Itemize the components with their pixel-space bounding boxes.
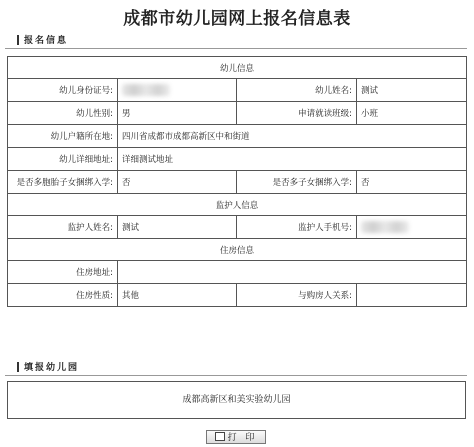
child-class-label: 申请就读班级:: [237, 102, 357, 125]
child-id-value: [118, 79, 237, 102]
housing-nature-value: 其他: [118, 284, 237, 307]
guardian-phone-value: [357, 216, 467, 239]
group-child-info: 幼儿信息: [8, 57, 467, 79]
housing-nature-label: 住房性质:: [8, 284, 118, 307]
group-guardian-info: 监护人信息: [8, 194, 467, 216]
registration-table: [7, 56, 467, 307]
child-gender-label: 幼儿性别:: [8, 102, 118, 125]
child-hukou-label: 幼儿户籍所在地:: [8, 125, 118, 148]
buyer-relation-label: 与购房人关系:: [237, 284, 357, 307]
guardian-phone-label: 监护人手机号:: [237, 216, 357, 239]
printer-icon: [215, 432, 225, 441]
section-header-kindergarten: [5, 361, 467, 376]
multi-birth-value: 否: [118, 171, 237, 194]
multi-birth-label: 是否多胞胎子女捆绑入学:: [8, 171, 118, 194]
guardian-name-label: 监护人姓名:: [8, 216, 118, 239]
housing-address-label: 住房地址:: [8, 261, 118, 284]
section-bar-marker: [17, 362, 19, 372]
guardian-name-value: 测试: [118, 216, 237, 239]
child-name-value: 测试: [357, 79, 467, 102]
print-button[interactable]: [206, 430, 266, 444]
child-address-value: 详细测试地址: [118, 148, 467, 171]
section-header-registration: [5, 34, 467, 49]
sibling-bundle-value: 否: [357, 171, 467, 194]
child-class-value: 小班: [357, 102, 467, 125]
housing-address-value: [118, 261, 467, 284]
redacted-id-blur: [122, 84, 170, 96]
section-heading: 报名信息: [24, 36, 69, 46]
buyer-relation-value: [357, 284, 467, 307]
section-heading: 填报幼儿园: [24, 363, 80, 373]
child-gender-value: 男: [118, 102, 237, 125]
child-name-label: 幼儿姓名:: [237, 79, 357, 102]
section-bar-marker: [17, 35, 19, 45]
page-title: 成都市幼儿园网上报名信息表: [123, 9, 351, 29]
kindergarten-value: 成都高新区和美实验幼儿园: [7, 381, 466, 419]
child-address-label: 幼儿详细地址:: [8, 148, 118, 171]
child-hukou-value: 四川省成都市成都高新区中和街道: [118, 125, 467, 148]
group-housing-info: 住房信息: [8, 239, 467, 261]
child-id-label: 幼儿身份证号:: [8, 79, 118, 102]
print-button-label: 打 印: [227, 433, 258, 443]
sibling-bundle-label: 是否多子女捆绑入学:: [237, 171, 357, 194]
redacted-phone-blur: [361, 221, 409, 233]
